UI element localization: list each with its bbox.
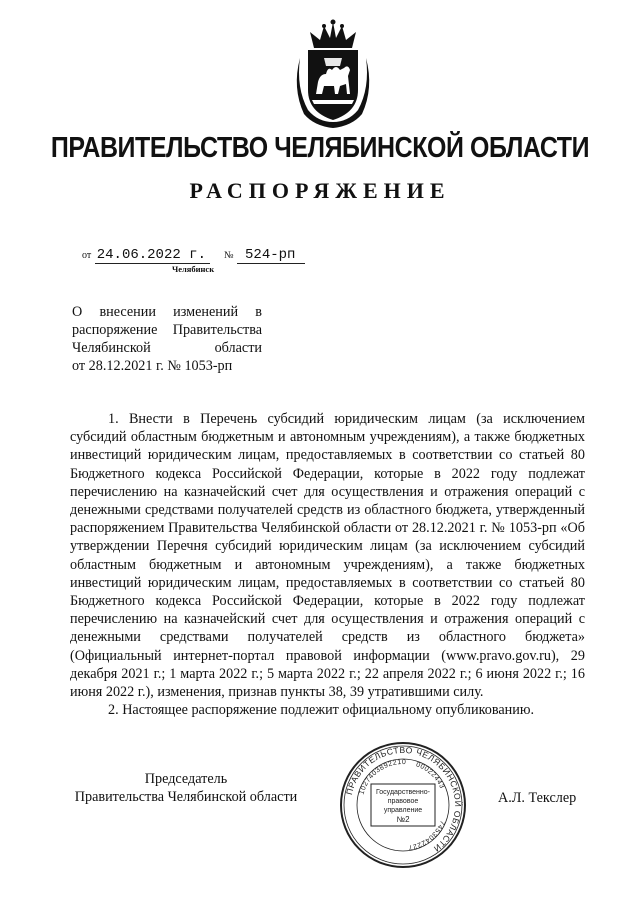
signatory-title-line: Председатель bbox=[144, 771, 228, 787]
stamp-outer-text: ПРАВИТЕЛЬСТВО ЧЕЛЯБИНСКОЙ ОБЛАСТИ bbox=[344, 744, 464, 855]
official-stamp-icon bbox=[338, 740, 468, 870]
document-type: РАСПОРЯЖЕНИЕ bbox=[189, 178, 451, 203]
stamp-inn: 7453042227 bbox=[407, 819, 446, 851]
registration-line bbox=[82, 247, 305, 263]
stamp-inner-line: управление bbox=[383, 807, 423, 814]
document-number: 524-рп bbox=[237, 247, 305, 264]
chelyabinsk-coat-of-arms-icon bbox=[290, 18, 376, 130]
body-paragraph-1: 1. Внести в Перечень субсидий юридическим лицам (за исключением субсидий областным бюджетным и автономным учреждениям), а также бюджетных инвестиций юридическим лицам, предоставляемых в соответствии со статьей 80 Бюджетного кодекса Российской Федерации, которые в 2022 году подлежат перечислению на казначейский счет для осуществления и отражения операций с денежными средствами получателей средств из областного бюджета, утвержденный распоряжением Правительства Челябинской области от 28.12.2021 г. № 1053-рп «Об утверждении Перечня субсидий юридическим лицам (за исключением субсидий областным бюджетным и автономным учреждениям), а также бюджетных инвестиций юридическим лицам, предоставляемых в соответствии со статьей 80 Бюджетного кодекса Российской Федерации, которые в 2022 году подлежат перечислению на казначейский счет для осуществления и отражения операций с денежными средствами получателей средств из областного бюджета» (Официальный интернет-портал правовой информации (www.pravo.gov.ru), 29 декабря 2021 г.; 1 марта 2022 г.; 5 марта 2022 г.; 22 апреля 2022 г.; 6 июня 2022 г.; 16 июня 2022 г.), изменения, признав пункты 38, 39 утратившими силу. bbox=[70, 411, 585, 701]
body-paragraph-2: 2. Настоящее распоряжение подлежит официальному опубликованию. bbox=[108, 702, 535, 719]
number-prefix: № bbox=[223, 250, 234, 261]
signatory-title bbox=[70, 770, 302, 806]
stamp-okpo: 00022443 bbox=[414, 761, 446, 791]
date-prefix: от bbox=[82, 250, 92, 261]
document-date: 24.06.2022 г. bbox=[95, 247, 210, 264]
city-label: Челябинск bbox=[172, 264, 215, 274]
stamp-inner-line: правовое bbox=[387, 798, 419, 805]
svg-text:7453042227 bbox=[407, 819, 445, 850]
subject-line: распоряжение Правительства bbox=[72, 322, 262, 338]
document-subject bbox=[72, 303, 262, 375]
subject-line: О внесении изменений в bbox=[72, 304, 262, 320]
document-body bbox=[70, 410, 585, 719]
stamp-ogrn: 1027403892210 bbox=[358, 758, 407, 796]
stamp-inner-line: №2 bbox=[396, 815, 410, 824]
subject-line: от 28.12.2021 г. № 1053-рп bbox=[72, 358, 233, 374]
stamp-inner-line: Государственно- bbox=[375, 789, 431, 796]
subject-line: Челябинской области bbox=[72, 340, 262, 356]
signatory-title-line: Правительства Челябинской области bbox=[74, 789, 298, 805]
organization-title: ПРАВИТЕЛЬСТВО ЧЕЛЯБИНСКОЙ ОБЛАСТИ bbox=[50, 132, 590, 164]
signatory-name: А.Л. Текслер bbox=[498, 790, 577, 806]
